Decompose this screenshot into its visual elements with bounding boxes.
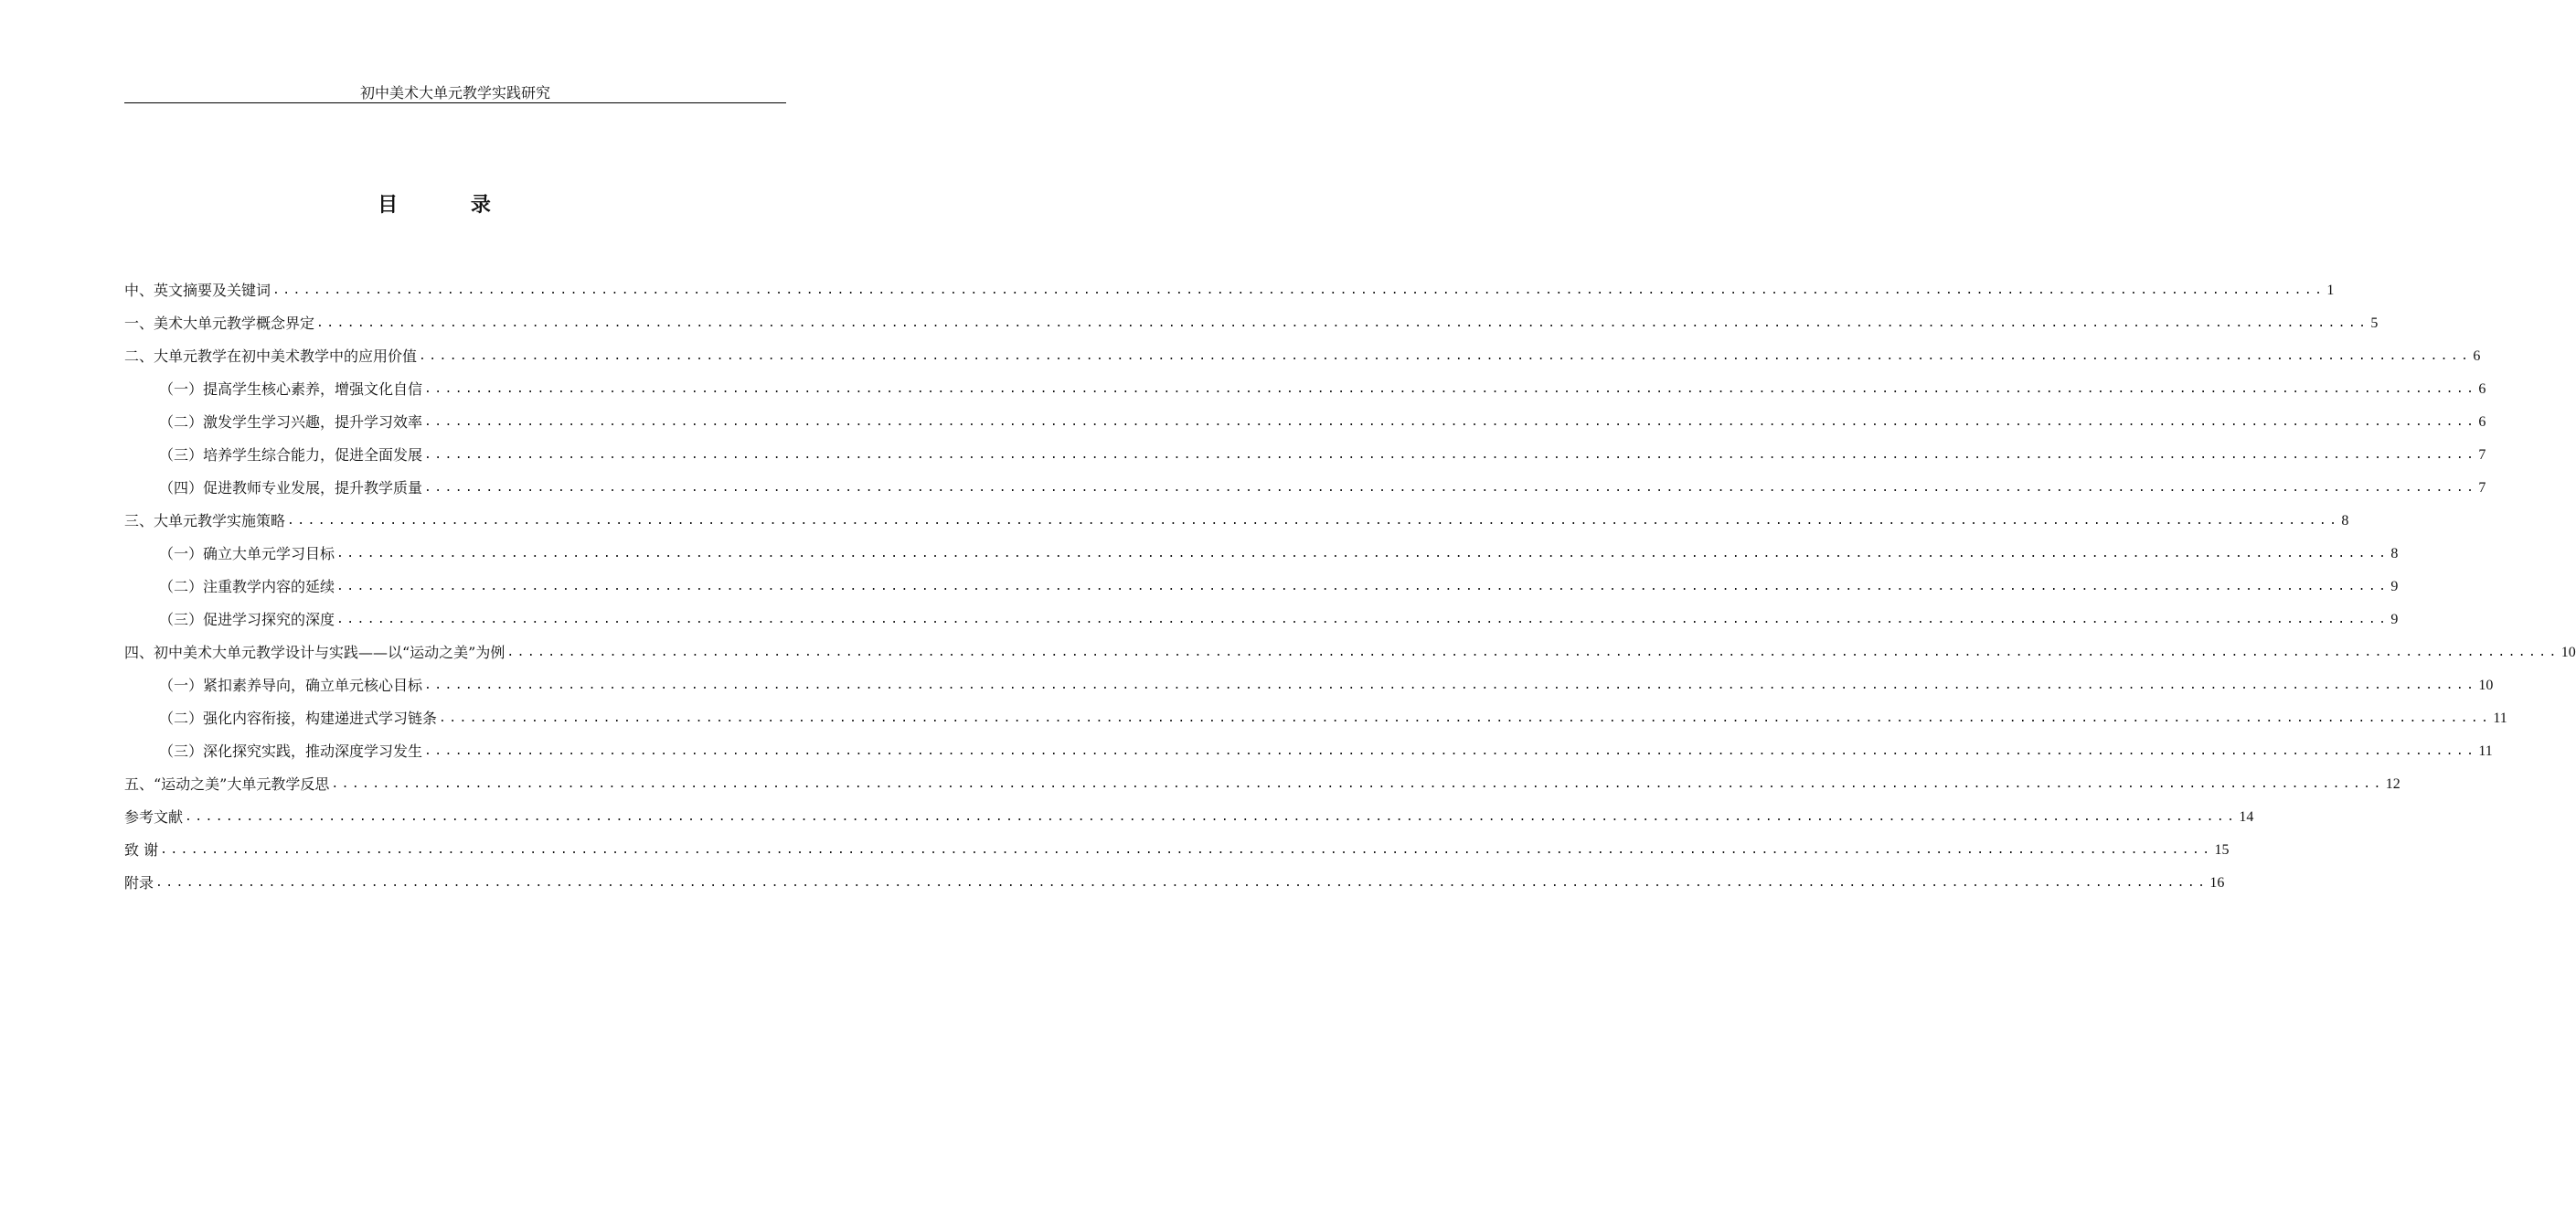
toc-entry[interactable]	[124, 340, 2481, 373]
toc-entry-page-number: 7	[2478, 480, 2486, 496]
toc-dot-leader: ........................................................................................................................................................................................................	[336, 547, 2390, 561]
toc-entry-label: （二）注重教学内容的延续	[159, 578, 335, 595]
toc-entry-label: （三）促进学习探究的深度	[159, 611, 335, 628]
toc-entry-label: （三）培养学生综合能力，促进全面发展	[159, 446, 423, 464]
toc-entry[interactable]	[124, 538, 2399, 571]
toc-entry-label: 致 谢	[124, 841, 159, 859]
toc-title: 目 录	[378, 193, 524, 217]
toc-entry-page-number: 11	[2478, 743, 2493, 759]
toc-entry-page-number: 10	[2478, 678, 2494, 693]
toc-entry[interactable]	[124, 472, 2486, 505]
toc-entry-page-number: 7	[2478, 447, 2486, 463]
toc-dot-leader: ........................................................................................................................................................................................................	[185, 810, 2238, 824]
toc-entry-page-number: 6	[2473, 348, 2481, 364]
toc-entry-page-number: 14	[2239, 809, 2254, 825]
toc-dot-leader: ........................................................................................................................................................................................................	[424, 448, 2477, 462]
toc-entry-label: （二）激发学生学习兴趣，提升学习效率	[159, 413, 423, 431]
toc-entry-page-number: 10	[2560, 645, 2576, 660]
toc-entry-label: 参考文献	[124, 808, 184, 826]
toc-entry-label: （一）紧扣素养导向，确立单元核心目标	[159, 677, 423, 694]
toc-dot-leader: ........................................................................................................................................................................................................	[424, 679, 2477, 692]
toc-entry[interactable]	[124, 735, 2493, 768]
toc-entry[interactable]	[124, 834, 2230, 867]
toc-entry-page-number: 8	[2390, 546, 2399, 561]
toc-entry-page-number: 6	[2478, 381, 2486, 397]
toc-dot-leader: ........................................................................................................................................................................................................	[155, 876, 2209, 890]
toc-entry-page-number: 9	[2390, 612, 2399, 627]
toc-dot-leader: ........................................................................................................................................................................................................	[424, 481, 2477, 495]
running-header-title: 初中美术大单元教学实践研究	[359, 84, 550, 102]
toc-entry-label: （四）促进教师专业发展，提升教学质量	[159, 479, 423, 497]
toc-entry-page-number: 11	[2493, 711, 2507, 726]
toc-entry-label: （三）深化探究实践，推动深度学习发生	[159, 743, 423, 760]
toc-entry-label: 一、美术大单元教学概念界定	[124, 315, 315, 332]
toc-entry[interactable]	[124, 867, 2225, 900]
toc-entry-page-number: 16	[2209, 875, 2225, 891]
header-rule	[124, 102, 786, 103]
toc-entry[interactable]	[124, 439, 2486, 472]
toc-entry[interactable]	[124, 801, 2254, 834]
toc-entry-page-number: 9	[2390, 579, 2399, 594]
toc-entry[interactable]	[124, 307, 2379, 340]
toc-entry[interactable]	[124, 702, 2507, 735]
toc-entry-label: （二）强化内容衔接，构建递进式学习链条	[159, 710, 438, 727]
toc-dot-leader: ........................................................................................................................................................................................................	[424, 744, 2477, 758]
toc-entry-page-number: 5	[2370, 315, 2379, 331]
toc-entry-label: 中、英文摘要及关键词	[124, 282, 271, 299]
toc-dot-leader: ........................................................................................................................................................................................................	[506, 646, 2560, 659]
toc-entry-page-number: 6	[2478, 414, 2486, 430]
toc-entry[interactable]	[124, 768, 2400, 801]
toc-entry[interactable]	[124, 406, 2486, 439]
table-of-contents	[124, 274, 2576, 900]
toc-dot-leader: ........................................................................................................................................................................................................	[419, 349, 2472, 363]
toc-entry-label: （一）提高学生核心素养，增强文化自信	[159, 380, 423, 398]
toc-dot-leader: ........................................................................................................................................................................................................	[424, 415, 2477, 429]
toc-dot-leader: ........................................................................................................................................................................................................	[336, 580, 2390, 593]
toc-entry-page-number: 12	[2385, 776, 2400, 792]
toc-dot-leader: ........................................................................................................................................................................................................	[316, 316, 2369, 330]
toc-dot-leader: ........................................................................................................................................................................................................	[160, 843, 2213, 857]
toc-entry-label: 三、大单元教学实施策略	[124, 512, 286, 529]
toc-entry-label: 四、初中美术大单元教学设计与实践——以“运动之美”为例	[124, 644, 506, 661]
toc-entry[interactable]	[124, 571, 2399, 604]
toc-entry[interactable]	[124, 505, 2349, 538]
toc-entry[interactable]	[124, 669, 2494, 702]
toc-dot-leader: ........................................................................................................................................................................................................	[424, 382, 2477, 396]
toc-entry[interactable]	[124, 373, 2486, 406]
toc-entry-label: 五、“运动之美”大单元教学反思	[124, 775, 330, 793]
toc-entry-page-number: 15	[2214, 842, 2230, 858]
toc-dot-leader: ........................................................................................................................................................................................................	[336, 613, 2390, 626]
toc-dot-leader: ........................................................................................................................................................................................................	[287, 514, 2340, 528]
toc-entry-page-number: 1	[2326, 283, 2335, 298]
toc-entry-label: （一）确立大单元学习目标	[159, 545, 335, 562]
toc-entry[interactable]	[124, 636, 2576, 669]
toc-entry[interactable]	[124, 604, 2399, 636]
toc-entry-page-number: 8	[2341, 513, 2349, 529]
toc-entry-label: 附录	[124, 874, 154, 892]
toc-dot-leader: ........................................................................................................................................................................................................	[272, 283, 2326, 297]
toc-dot-leader: ........................................................................................................................................................................................................	[439, 711, 2492, 725]
toc-dot-leader: ........................................................................................................................................................................................................	[331, 777, 2384, 791]
toc-entry[interactable]	[124, 274, 2335, 307]
toc-entry-label: 二、大单元教学在初中美术教学中的应用价值	[124, 347, 418, 365]
